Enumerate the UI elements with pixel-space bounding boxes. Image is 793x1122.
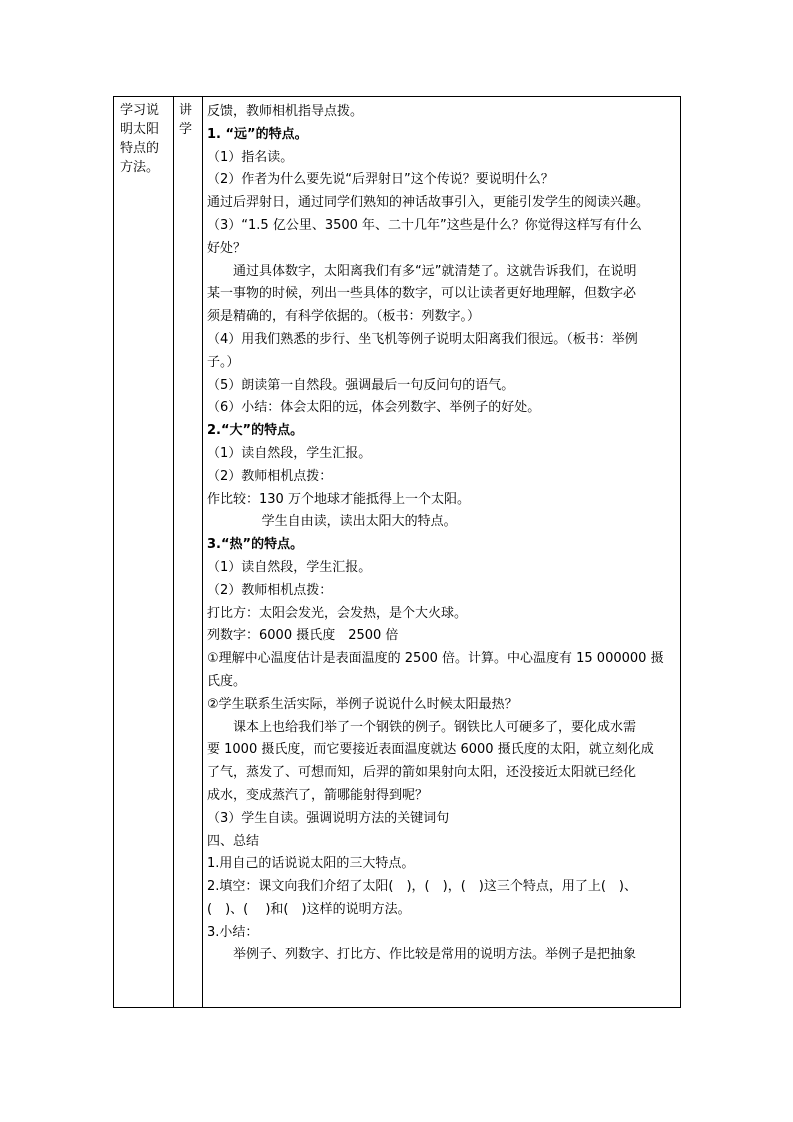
- content-line: 课本上也给我们举了一个钢铁的例子。钢铁比人可硬多了，要化成水需: [233, 719, 637, 735]
- objective-line: 明太阳: [120, 122, 160, 137]
- objective-line: 方法。: [120, 160, 160, 175]
- content-line: （2）作者为什么要先说“后羿射日”这个传说？要说明什么？: [207, 172, 554, 188]
- content-line: 好处？: [207, 240, 247, 256]
- objective-line: 学习说: [120, 103, 160, 118]
- content-line: ②学生联系生活实际，举例子说说什么时候太阳最热？: [207, 696, 518, 712]
- content-line: （3）学生自读。强调说明方法的关键词句: [207, 810, 450, 826]
- content-cell: [207, 101, 677, 967]
- content-line: （1）读自然段，学生汇报。: [207, 559, 372, 575]
- objective-cell: [120, 101, 172, 177]
- content-line: （3）“1.5 亿公里、3500 年、二十几年”这些是什么？你觉得这样写有什么: [207, 217, 642, 233]
- content-line: 学生自由读，读出太阳大的特点。: [261, 514, 457, 530]
- content-line: （2）教师相机点拨：: [207, 468, 333, 484]
- content-line: 列数字：6000 摄氏度 2500 倍: [207, 628, 399, 644]
- content-line: 2.填空：课文向我们介绍了太阳( )，( )，( )这三个特点，用了上( )、: [207, 879, 637, 895]
- lesson-table: [113, 96, 681, 1008]
- content-line: 须是精确的，有科学依据的。（板书：列数字。）: [207, 309, 481, 325]
- content-line: ( )、( )和( )这样的说明方法。: [207, 901, 411, 917]
- content-line: 了气，蒸发了、可想而知，后羿的箭如果射向太阳，还没接近太阳就已经化: [207, 765, 637, 781]
- content-line: 某一事物的时候，列出一些具体的数字，可以让读者更好地理解，但数字必: [207, 286, 637, 302]
- section-heading: 2.“大”的特点。: [207, 423, 304, 439]
- content-line: 四、总结: [207, 833, 260, 849]
- content-line: 作比较：130 万个地球才能抵得上一个太阳。: [207, 491, 470, 507]
- mode-line: 学: [179, 122, 193, 137]
- content-line: 要 1000 摄氏度，而它要接近表面温度就达 6000 摄氏度的太阳，就立刻化成: [207, 742, 654, 758]
- content-line: 打比方：太阳会发光，会发热，是个大火球。: [207, 605, 468, 621]
- content-line: 3.小结：: [207, 924, 259, 940]
- content-line: 子。）: [207, 354, 240, 370]
- content-line: 反馈，教师相机指导点拨。: [207, 104, 364, 119]
- content-line: （4）用我们熟悉的步行、坐飞机等例子说明太阳离我们很远。（板书：举例: [207, 331, 638, 347]
- mode-cell: [179, 101, 199, 139]
- content-line: （5）朗读第一自然段。强调最后一句反问句的语气。: [207, 377, 515, 393]
- objective-line: 特点的: [120, 141, 160, 156]
- column-divider: [173, 97, 174, 1007]
- content-line: （1）指名读。: [207, 149, 294, 165]
- content-line: 1.用自己的话说说太阳的三大特点。: [207, 856, 415, 872]
- content-line: （2）教师相机点拨：: [207, 582, 333, 598]
- content-line: （1）读自然段，学生汇报。: [207, 445, 372, 461]
- content-line: （6）小结：体会太阳的远，体会列数字、举例子的好处。: [207, 400, 541, 416]
- mode-line: 讲: [179, 103, 193, 118]
- column-divider: [202, 97, 203, 1007]
- content-line: 氏度。: [207, 673, 247, 689]
- section-heading: 1. “远”的特点。: [207, 126, 308, 142]
- content-line: 通过具体数字，太阳离我们有多“远”就清楚了。这就告诉我们，在说明: [233, 263, 637, 279]
- section-heading: 3.“热”的特点。: [207, 537, 304, 553]
- content-line: ①理解中心温度估计是表面温度的 2500 倍。计算。中心温度有 15 000000 摄: [207, 651, 664, 667]
- content-line: 举例子、列数字、打比方、作比较是常用的说明方法。举例子是把抽象: [233, 947, 637, 963]
- content-line: 成水，变成蒸汽了，箭哪能射得到呢？: [207, 787, 429, 803]
- content-line: 通过后羿射日，通过同学们熟知的神话故事引入，更能引发学生的阅读兴趣。: [207, 195, 650, 211]
